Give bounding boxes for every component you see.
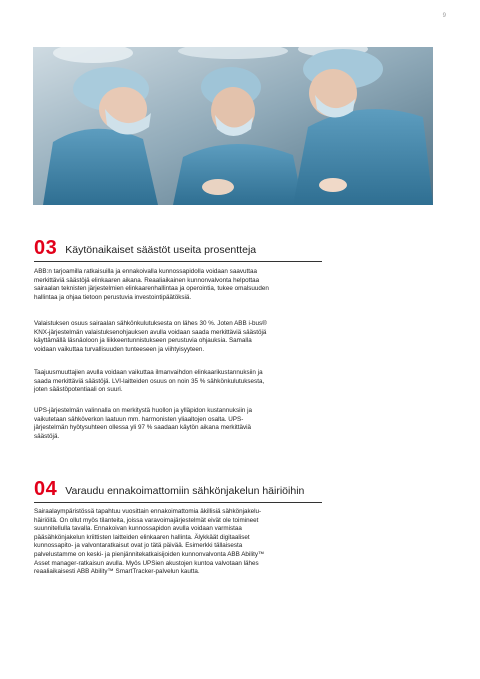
paragraph [34, 268, 312, 302]
text-line: joten säästöpotentiaali on suuri. [34, 386, 123, 394]
text-line: Sairaalaympäristössä tapahtuu vuosittain ennakoimattomia äkillisiä sähkönjakelu- [34, 508, 262, 515]
paragraph [34, 508, 312, 577]
paragraph [34, 320, 312, 354]
section-title: Varaudu ennakoimattomiin sähkönjakelun häiriöihin [65, 485, 305, 497]
text-line: järjestelmän hyötysuhteen ollessa yli 97 % saadaan käytön aikana merkittäviä [34, 424, 252, 432]
text-line: Taajuusmuuttajien avulla voidaan vaikuttaa ilmanvaihdon elinkaarikustannuksiin ja [34, 369, 263, 376]
text-line: ABB:n tarjoamilla ratkaisuilla ja ennakoivalla kunnossapidolla voidaan saavuttaa [34, 268, 257, 275]
section-04-header [34, 479, 322, 499]
text-line: saada merkittäviä säästöjä. LVI-laitteiden osuus on noin 35 % sähkönkulutuksesta, [34, 377, 265, 385]
text-line: merkittäviä säästöjä elinkaaren aikana. Reaaliaikainen kunnonvalvonta helpottaa [34, 276, 260, 284]
text-line: säästöjä. [34, 432, 60, 440]
text-line: Asset manager-ratkaisun avulla. Myös UPSien akustojen kuntoa valvotaan lähes [34, 559, 259, 567]
text-line: Valaistuksen osuus sairaalan sähkönkulutuksesta on lähes 30 %. Joten ABB i-bus® [34, 320, 267, 327]
text-line: hallintaa ja ohjaa tietoon perustuvia investointipäätöksiä. [34, 293, 192, 301]
section-title: Käytönaikaiset säästöt useita prosentteja [65, 244, 257, 256]
section-divider [34, 502, 322, 503]
text-line: pääsähkönjakelun kriittisten laitteiden elinkaaren hallinta. Älykkäät digitaaliset [34, 533, 250, 541]
text-line: häiriöitä. On ollut myös tilanteita, joissa varavoimajärjestelmät eivät ole toimineet [34, 516, 259, 524]
text-line: vaikutetaan sähköverkon laatuun mm. harmonisten yliaaltojen osalta. UPS- [34, 415, 244, 423]
text-line: kunnossapito- ja valvontaratkaisut ovat jo tätä päivää. Esimerkki tällaisesta [34, 542, 243, 550]
text-line: voidaan vaikuttaa turvallisuuden tunteeseen ja viihtyisyyteen. [34, 345, 205, 353]
text-line: sairaalan teknisten järjestelmien elinkaarenhallintaa ja operointia, tukee omalsuuden [34, 285, 269, 293]
section-number: 03 [34, 237, 58, 259]
section-03-header [34, 238, 322, 258]
text-line: käyttämällä läsnäoloon ja liikkeentunnistukseen perustuvia ohjauksia. Samalla [34, 337, 252, 345]
text-line: UPS-järjestelmän valinnalla on merkitystä huollon ja ylläpidon kustannuksiin ja [34, 407, 253, 414]
section-divider [34, 261, 322, 262]
paragraph [34, 369, 312, 395]
section-number: 04 [34, 478, 58, 500]
page-number: 9 [442, 13, 446, 19]
paragraph [34, 407, 312, 441]
text-line: palvelustamme on keski- ja pienjännitekatkaisijoiden kunnonvalvonta ABB Ability™ [34, 550, 265, 558]
surgeons-photo [33, 47, 433, 205]
text-line: reaaliaikaisesti ABB Ability™ SmartTracker-palvelun kautta. [34, 568, 200, 576]
text-line: suunnitellulla tavalla. Ennakoivan kunnossapidon avulla voidaan varmistaa [34, 525, 242, 533]
text-line: KNX-järjestelmän valaistuksenohjauksen avulla voidaan saada merkittäviä säästöjä [34, 328, 267, 336]
